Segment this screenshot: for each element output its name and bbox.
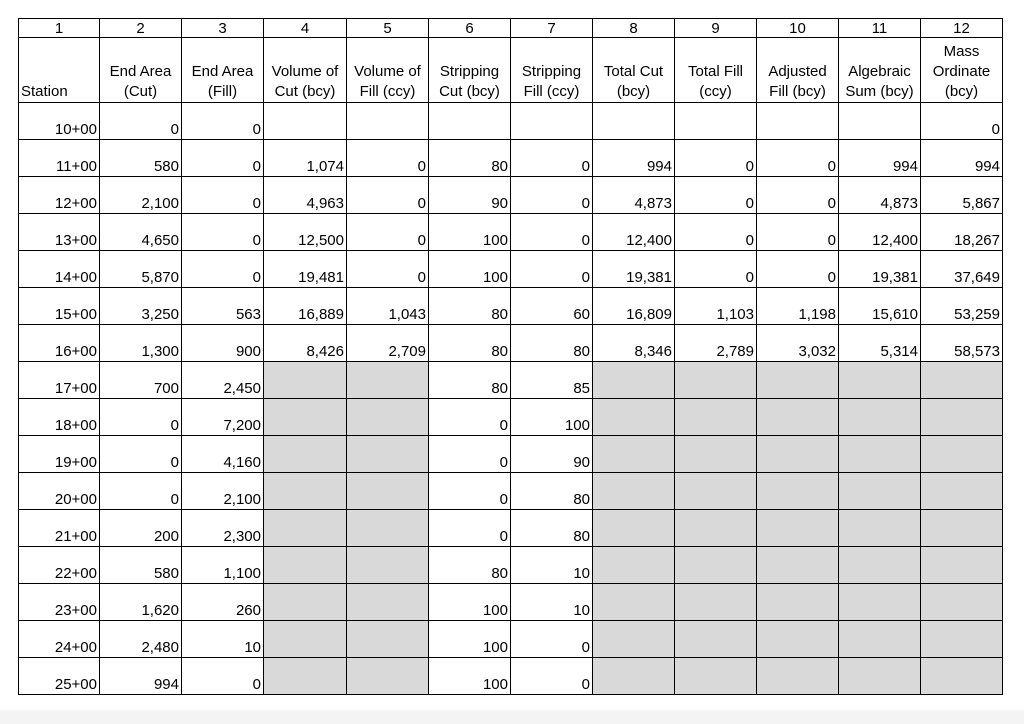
table-cell: 12,400 — [839, 214, 921, 251]
table-cell — [593, 436, 675, 473]
table-cell: 0 — [675, 140, 757, 177]
table-body — [19, 103, 1003, 695]
table-cell — [921, 658, 1003, 695]
table-cell — [347, 436, 429, 473]
column-header-line: End Area — [191, 63, 254, 80]
table-cell: 0 — [511, 251, 593, 288]
table-cell: 5,867 — [921, 177, 1003, 214]
table-cell: 12,400 — [593, 214, 675, 251]
table-row — [19, 214, 1003, 251]
table-cell — [675, 658, 757, 695]
table-cell: 0 — [921, 103, 1003, 140]
column-number: 8 — [593, 19, 675, 38]
column-header — [347, 38, 429, 103]
table-cell — [675, 510, 757, 547]
table-cell — [675, 362, 757, 399]
column-header — [511, 38, 593, 103]
table-cell: 2,480 — [100, 621, 182, 658]
table-cell: 0 — [100, 103, 182, 140]
table-cell — [839, 103, 921, 140]
table-cell: 8,346 — [593, 325, 675, 362]
table-cell: 0 — [757, 251, 839, 288]
table-cell: 4,963 — [264, 177, 347, 214]
station-cell: 15+00 — [19, 288, 100, 325]
table-cell — [347, 399, 429, 436]
table-cell: 580 — [100, 547, 182, 584]
column-header-line: Cut (bcy) — [274, 83, 336, 100]
table-cell: 0 — [757, 214, 839, 251]
table-cell — [921, 436, 1003, 473]
table-row — [19, 251, 1003, 288]
table-cell: 0 — [675, 214, 757, 251]
column-header-row — [19, 38, 1003, 103]
table-cell: 85 — [511, 362, 593, 399]
table-cell: 0 — [511, 621, 593, 658]
table-cell: 80 — [429, 362, 511, 399]
table-cell — [839, 399, 921, 436]
table-row — [19, 473, 1003, 510]
table-cell — [757, 510, 839, 547]
table-cell — [921, 510, 1003, 547]
column-header-line: Algebraic — [848, 63, 911, 80]
table-cell — [593, 473, 675, 510]
table-cell — [593, 362, 675, 399]
column-header — [757, 38, 839, 103]
table-cell — [264, 658, 347, 695]
table-cell: 1,103 — [675, 288, 757, 325]
table-cell: 1,300 — [100, 325, 182, 362]
table-cell: 0 — [429, 510, 511, 547]
table-cell: 37,649 — [921, 251, 1003, 288]
table-cell: 200 — [100, 510, 182, 547]
table-cell: 80 — [429, 547, 511, 584]
table-cell — [593, 584, 675, 621]
table-cell: 8,426 — [264, 325, 347, 362]
table-cell: 260 — [182, 584, 264, 621]
table-cell: 0 — [182, 177, 264, 214]
table-row — [19, 362, 1003, 399]
table-cell: 0 — [511, 658, 593, 695]
table-cell: 0 — [182, 214, 264, 251]
column-number: 2 — [100, 19, 182, 38]
column-number: 6 — [429, 19, 511, 38]
table-cell: 2,789 — [675, 325, 757, 362]
table-cell — [921, 362, 1003, 399]
table-cell: 900 — [182, 325, 264, 362]
station-cell: 10+00 — [19, 103, 100, 140]
table-cell: 3,250 — [100, 288, 182, 325]
table-cell: 4,160 — [182, 436, 264, 473]
table-row — [19, 584, 1003, 621]
table-cell — [264, 473, 347, 510]
column-number: 12 — [921, 19, 1003, 38]
table-cell — [921, 473, 1003, 510]
station-cell: 11+00 — [19, 140, 100, 177]
column-number: 11 — [839, 19, 921, 38]
table-cell — [757, 362, 839, 399]
table-cell: 10 — [511, 547, 593, 584]
table-cell — [757, 103, 839, 140]
table-cell: 80 — [511, 473, 593, 510]
table-cell — [921, 584, 1003, 621]
page-bottom-strip — [0, 710, 1024, 724]
table-cell — [757, 584, 839, 621]
table-cell: 1,074 — [264, 140, 347, 177]
table-row — [19, 547, 1003, 584]
column-header — [429, 38, 511, 103]
column-header-line: Total Cut — [603, 63, 664, 80]
column-header-line: Fill (bcy) — [769, 83, 826, 100]
table-cell: 0 — [182, 251, 264, 288]
column-header — [839, 38, 921, 103]
table-cell — [675, 547, 757, 584]
table-row — [19, 399, 1003, 436]
table-cell: 2,100 — [100, 177, 182, 214]
table-cell: 3,032 — [757, 325, 839, 362]
station-cell: 20+00 — [19, 473, 100, 510]
table-cell — [757, 399, 839, 436]
table-cell: 80 — [429, 140, 511, 177]
table-cell — [839, 584, 921, 621]
column-number: 5 — [347, 19, 429, 38]
table-cell — [593, 103, 675, 140]
column-header-line: (bcy) — [616, 83, 651, 100]
table-cell: 4,873 — [839, 177, 921, 214]
table-cell: 1,620 — [100, 584, 182, 621]
table-cell — [839, 658, 921, 695]
table-cell — [593, 510, 675, 547]
table-cell: 18,267 — [921, 214, 1003, 251]
column-header-line: Ordinate — [932, 63, 991, 80]
table-cell — [593, 621, 675, 658]
table-cell: 2,450 — [182, 362, 264, 399]
table-cell — [839, 362, 921, 399]
table-row — [19, 325, 1003, 362]
station-cell: 12+00 — [19, 177, 100, 214]
station-cell: 16+00 — [19, 325, 100, 362]
table-cell: 19,481 — [264, 251, 347, 288]
table-cell: 0 — [100, 436, 182, 473]
table-row — [19, 658, 1003, 695]
table-cell: 2,300 — [182, 510, 264, 547]
table-cell — [757, 547, 839, 584]
table-cell: 0 — [511, 214, 593, 251]
table-cell — [839, 547, 921, 584]
table-cell: 100 — [429, 621, 511, 658]
table-cell — [347, 103, 429, 140]
table-cell — [921, 399, 1003, 436]
station-cell: 17+00 — [19, 362, 100, 399]
table-cell: 0 — [675, 177, 757, 214]
table-cell — [593, 399, 675, 436]
column-number: 4 — [264, 19, 347, 38]
column-header-line: Volume of — [354, 63, 421, 80]
table-cell — [757, 621, 839, 658]
table-cell: 994 — [839, 140, 921, 177]
table-cell: 7,200 — [182, 399, 264, 436]
column-header-line: Stripping — [439, 63, 500, 80]
station-cell: 13+00 — [19, 214, 100, 251]
table-cell: 2,709 — [347, 325, 429, 362]
column-header — [19, 38, 100, 103]
station-cell: 21+00 — [19, 510, 100, 547]
table-cell: 0 — [429, 436, 511, 473]
station-cell: 25+00 — [19, 658, 100, 695]
column-header — [675, 38, 757, 103]
table-cell: 19,381 — [593, 251, 675, 288]
table-cell — [264, 399, 347, 436]
table-cell — [264, 547, 347, 584]
table-cell: 80 — [511, 325, 593, 362]
table-cell — [757, 473, 839, 510]
column-header-line: Station — [21, 83, 68, 100]
table-cell — [593, 658, 675, 695]
column-header-line: (Fill) — [207, 83, 238, 100]
table-row — [19, 288, 1003, 325]
table-cell: 4,873 — [593, 177, 675, 214]
table-cell: 0 — [757, 140, 839, 177]
table-row — [19, 103, 1003, 140]
table-cell — [347, 510, 429, 547]
column-header-line: Mass — [943, 43, 980, 60]
table-cell: 0 — [511, 140, 593, 177]
table-cell: 0 — [182, 140, 264, 177]
table-cell — [347, 658, 429, 695]
table-cell: 100 — [429, 251, 511, 288]
column-header — [921, 38, 1003, 103]
table-cell: 100 — [429, 214, 511, 251]
column-number-row — [19, 19, 1003, 38]
table-cell: 0 — [182, 103, 264, 140]
table-cell — [921, 547, 1003, 584]
column-header-line: Adjusted — [768, 63, 827, 80]
table-cell — [347, 473, 429, 510]
table-row — [19, 621, 1003, 658]
column-header-line: (Cut) — [123, 83, 158, 100]
table-cell — [264, 510, 347, 547]
station-cell: 18+00 — [19, 399, 100, 436]
table-cell: 12,500 — [264, 214, 347, 251]
column-number: 1 — [19, 19, 100, 38]
table-cell: 0 — [429, 473, 511, 510]
column-header-line: Fill (ccy) — [359, 83, 416, 100]
table-cell: 10 — [182, 621, 264, 658]
table-cell: 0 — [100, 473, 182, 510]
table-cell: 0 — [757, 177, 839, 214]
table-cell — [264, 436, 347, 473]
table-row — [19, 177, 1003, 214]
table-cell: 100 — [429, 584, 511, 621]
table-cell: 700 — [100, 362, 182, 399]
table-cell — [675, 436, 757, 473]
station-cell: 14+00 — [19, 251, 100, 288]
table-cell — [839, 473, 921, 510]
table-cell: 994 — [100, 658, 182, 695]
table-cell — [347, 547, 429, 584]
table-cell: 4,650 — [100, 214, 182, 251]
table-cell: 0 — [347, 177, 429, 214]
table-cell: 90 — [429, 177, 511, 214]
table-cell: 16,889 — [264, 288, 347, 325]
table-cell: 0 — [347, 214, 429, 251]
column-header-line: Stripping — [521, 63, 582, 80]
table-cell: 1,043 — [347, 288, 429, 325]
table-cell: 80 — [429, 325, 511, 362]
table-cell — [264, 621, 347, 658]
table-cell — [675, 103, 757, 140]
column-header — [100, 38, 182, 103]
table-cell — [757, 658, 839, 695]
table-cell: 90 — [511, 436, 593, 473]
column-number: 3 — [182, 19, 264, 38]
table-cell — [511, 103, 593, 140]
table-cell — [429, 103, 511, 140]
station-cell: 19+00 — [19, 436, 100, 473]
table-cell: 58,573 — [921, 325, 1003, 362]
station-cell: 23+00 — [19, 584, 100, 621]
table-cell — [675, 584, 757, 621]
column-header-line: Cut (bcy) — [439, 83, 500, 100]
table-cell: 80 — [429, 288, 511, 325]
column-header-line: Sum (bcy) — [845, 83, 914, 100]
table-cell — [757, 436, 839, 473]
table-cell: 563 — [182, 288, 264, 325]
column-number: 7 — [511, 19, 593, 38]
table-row — [19, 510, 1003, 547]
table-cell: 0 — [675, 251, 757, 288]
column-header-line: Total Fill — [687, 63, 743, 80]
column-header — [264, 38, 347, 103]
column-header — [593, 38, 675, 103]
column-header-line: (bcy) — [944, 83, 979, 100]
station-cell: 24+00 — [19, 621, 100, 658]
table-cell: 5,870 — [100, 251, 182, 288]
table-cell — [347, 584, 429, 621]
column-header-line: Volume of — [271, 63, 339, 80]
table-cell: 0 — [347, 140, 429, 177]
table-cell: 994 — [921, 140, 1003, 177]
table-cell: 16,809 — [593, 288, 675, 325]
table-cell — [593, 547, 675, 584]
table-cell: 0 — [182, 658, 264, 695]
table-cell — [839, 436, 921, 473]
table-cell: 0 — [100, 399, 182, 436]
table-cell — [675, 473, 757, 510]
column-header-line: Fill (ccy) — [523, 83, 580, 100]
table-cell — [675, 399, 757, 436]
table-cell: 5,314 — [839, 325, 921, 362]
table-cell — [347, 621, 429, 658]
table-cell: 0 — [429, 399, 511, 436]
table-cell: 100 — [429, 658, 511, 695]
column-number: 9 — [675, 19, 757, 38]
table-cell: 1,198 — [757, 288, 839, 325]
table-cell — [921, 621, 1003, 658]
table-cell — [675, 621, 757, 658]
table-cell — [264, 362, 347, 399]
column-header-line: (ccy) — [699, 83, 732, 100]
column-header-line: End Area — [109, 63, 172, 80]
column-header — [182, 38, 264, 103]
station-cell: 22+00 — [19, 547, 100, 584]
mass-haul-table — [18, 18, 1003, 695]
table-cell: 60 — [511, 288, 593, 325]
table-cell: 10 — [511, 584, 593, 621]
table-row — [19, 140, 1003, 177]
table-cell: 19,381 — [839, 251, 921, 288]
table-cell: 2,100 — [182, 473, 264, 510]
table-cell: 1,100 — [182, 547, 264, 584]
table-cell — [839, 510, 921, 547]
column-number: 10 — [757, 19, 839, 38]
table-cell: 100 — [511, 399, 593, 436]
table-cell — [839, 621, 921, 658]
table-cell — [347, 362, 429, 399]
table-cell: 53,259 — [921, 288, 1003, 325]
table-cell — [264, 584, 347, 621]
table-cell: 0 — [511, 177, 593, 214]
table-cell — [264, 103, 347, 140]
table-cell: 994 — [593, 140, 675, 177]
table-cell: 0 — [347, 251, 429, 288]
table-cell: 580 — [100, 140, 182, 177]
table-cell: 80 — [511, 510, 593, 547]
table-cell: 15,610 — [839, 288, 921, 325]
table-row — [19, 436, 1003, 473]
